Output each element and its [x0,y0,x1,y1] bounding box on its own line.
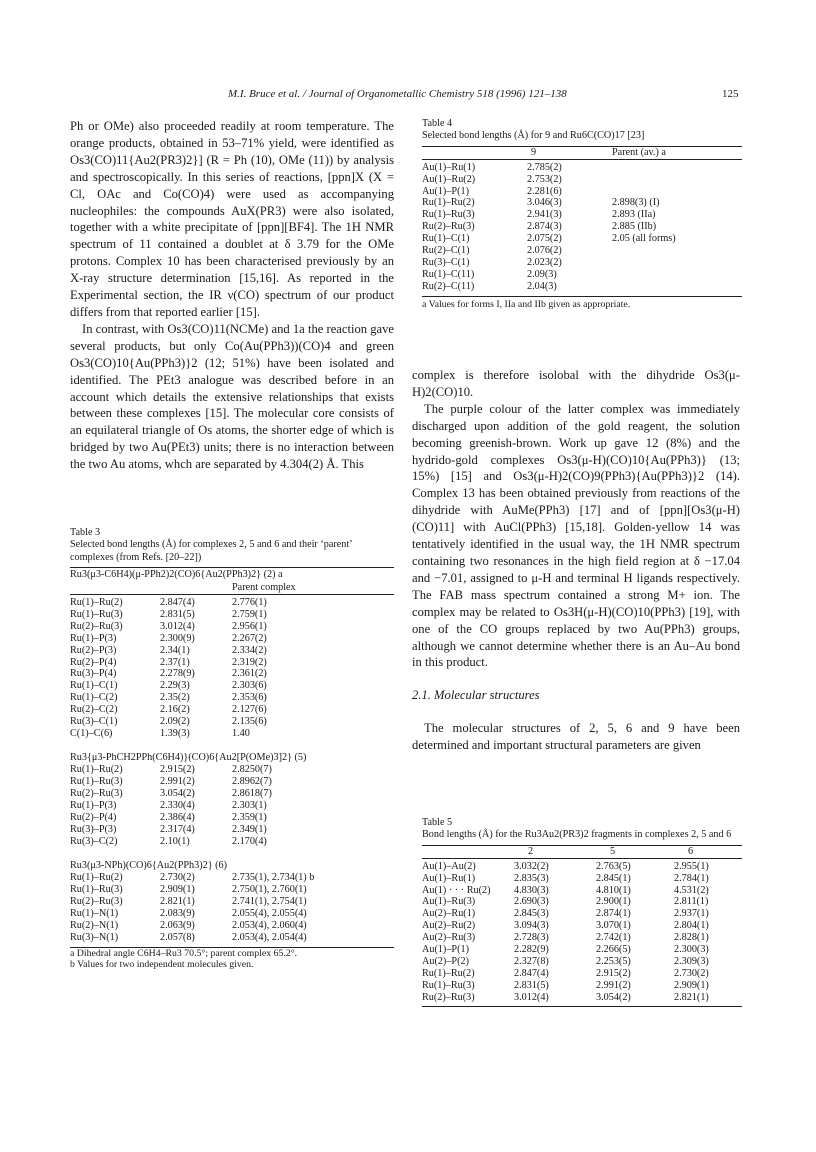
table-cell: Ru(1)–Ru(2) [70,764,123,776]
table-cell: Ru(2)–C(11) [422,280,475,292]
table-cell: 3.046(3) [527,197,562,209]
table-cell: Ru(1)–P(3) [70,632,117,644]
table-3 [70,527,394,971]
table-row [422,968,742,980]
table-cell: 2.09(3) [527,268,557,280]
table-cell: Ru(2)–Ru(3) [70,788,123,800]
table-cell: Ru(1)–Ru(3) [422,209,475,221]
table-cell: 2.874(1) [596,908,631,920]
table-3-footnote-b: b Values for two independent molecules given. [70,959,254,971]
table-cell: Ru(2)–P(3) [70,644,117,656]
table-4 [422,118,742,310]
table-row [70,692,394,704]
table-cell: Ru(1)–Ru(3) [70,883,123,895]
table-cell: 2.821(1) [160,895,195,907]
table-cell: 2.847(4) [514,967,549,979]
table-cell: 2.127(6) [232,704,267,716]
table-cell: Au(1)–Ru(3) [422,896,476,908]
table-cell: 2.37(1) [160,656,190,668]
table-cell: 3.012(4) [514,991,549,1003]
table-cell: 2.898(3) (I) [612,197,660,209]
table-row [422,257,742,269]
table-3-footnote-a: a Dihedral angle C6H4–Ru3 70.5°; parent complex 65.2°. [70,947,298,959]
table-cell: 2.282(9) [514,944,549,956]
table-cell: 2.845(1) [596,872,631,884]
table-cell: 2.09(2) [160,716,190,728]
table-row [70,812,394,824]
table-cell: 2.053(4), 2.060(4) [232,919,307,931]
table-row [422,944,742,956]
table-cell: 2.053(4), 2.054(4) [232,931,307,943]
table-row [70,704,394,716]
table-cell: 3.070(1) [596,920,631,932]
table-cell: 2.057(8) [160,931,195,943]
table-cell: 2.023(2) [527,256,562,268]
table-cell: 4.531(2) [674,884,709,896]
table-cell: 1.39(3) [160,728,190,739]
table-row [70,884,394,896]
table-row [422,908,742,920]
table-cell: 2.10(1) [160,835,190,847]
left-paragraph-2: In contrast, with Os3(CO)11(NCMe) and 1a the reaction gave several products, but only Co(Au(PPh3))(CO)4 and green Os3(CO)10{Au(PPh3)}2 (12; 51%) have been isolated and identified. The PEt3 analogue was described before in an account which details the extensive relationships that exists between these complexes [15]. The molecular core consists of an equilateral triangle of Os atoms, the shorter edge of which is bridged by two Au(PEt3) units; there is no interaction between the two Au atoms, whch are separated by 4.304(2) Å. This [70,321,394,472]
table-cell: Ru(2)–P(4) [70,656,117,668]
table-row [70,609,394,621]
table-3-block-2 [70,597,394,740]
table-cell: 2.845(3) [514,908,549,920]
table-cell: 2.281(6) [527,185,562,197]
table-cell: 2.8962(7) [232,776,272,788]
table-row [422,233,742,245]
table-cell: 2.742(1) [596,932,631,944]
table-row [70,668,394,680]
table-cell: 2.317(4) [160,823,195,835]
table-row [70,657,394,669]
table-cell: 3.094(3) [514,920,549,932]
table-5-head [422,846,742,858]
table-cell: 2.267(2) [232,632,267,644]
table-row [70,680,394,692]
table-cell: Ru(2)–Ru(3) [422,991,475,1003]
table-row [422,861,742,873]
table-cell: 2.915(2) [160,764,195,776]
table-cell: Ru(2)–N(1) [70,919,119,931]
table-3-head-parent: Parent complex [232,581,296,593]
table-row [422,209,742,221]
table-5-col-2: 2 [528,845,534,857]
table-5 [422,817,742,1007]
table-cell: Au(1)–Ru(1) [422,161,476,173]
table-cell: 2.874(3) [527,221,562,233]
table-cell: 2.16(2) [160,704,190,716]
table-row [422,245,742,257]
table-5-label: Table 5 [422,817,453,828]
table-cell: Ru(1)–C(2) [70,692,118,704]
table-cell: Ru(1)–Ru(2) [70,872,123,884]
table-cell: Ru(3)–C(1) [422,256,470,268]
table-cell: 2.900(1) [596,896,631,908]
table-cell: 2.885 (IIb) [612,221,657,233]
table-4-col-parent: Parent (av.) a [612,146,666,158]
table-cell: 2.893 (IIa) [612,209,656,221]
table-cell: Au(1)–Ru(1) [422,872,476,884]
table-cell: Au(1) · · · Ru(2) [422,884,491,896]
table-row [70,716,394,728]
table-row [422,873,742,885]
table-cell: 2.35(2) [160,692,190,704]
table-cell: 2.330(4) [160,800,195,812]
section-heading: 2.1. Molecular structures [412,688,540,703]
table-cell: Au(2)–Ru(1) [422,908,476,920]
table-cell: 2.319(2) [232,656,267,668]
table-cell: 2.821(1) [674,991,709,1003]
table-cell: 2.361(2) [232,668,267,680]
table-cell: Ru(2)–P(4) [70,811,117,823]
table-row [70,836,394,848]
table-cell: Ru(2)–C(1) [422,245,470,257]
table-cell: 2.784(1) [674,872,709,884]
table-cell: 2.811(1) [674,896,709,908]
table-5-body [422,861,742,1004]
table-cell: 3.054(2) [160,788,195,800]
table-cell: Ru(2)–Ru(3) [422,221,475,233]
table-row [422,992,742,1004]
table-row [70,764,394,776]
table-row [422,281,742,293]
table-cell: Ru(3)–N(1) [70,931,119,943]
table-cell: Ru(1)–C(11) [422,268,475,280]
table-cell: Ru(2)–Ru(3) [70,895,123,907]
table-row [422,885,742,897]
table-row [70,788,394,800]
table-cell [612,245,742,257]
table-cell: Au(1)–P(1) [422,185,469,197]
table-cell: 2.386(4) [160,811,195,823]
table-row [70,728,394,740]
table-row [422,221,742,233]
right-paragraph-2: The purple colour of the latter complex was immediately discharged upon addition of the gold reagent, the solution becoming greenish-brown. Work up gave 12 (8%) and the hydrido-gold complexes Os3(μ-H)(CO)10{Au(PPh3)} (13; 15%) [15] and Os3(μ-H)2(CO)9(PPh3){Au(PPh3)}2 (14). Complex 13 has been obtained previously from reactions of the dihydride with AuMe(PPh3) [17] and of [ppn][Os3(μ-H)(CO)11] with AuCl(PPh3) [15,18]. Golden-yellow 14 was tentatively identified in the usual way, the 1H NMR spectrum containing two resonances in the high field region at δ −17.04 and −7.01, assigned to μ-H and terminal H ligands respectively. The FAB mass spectrum contained a strong M+ ion. The complex may be related to Os3H(μ-H)(CO)10(PPh3) [19], with one of the CO groups replaced by two Au(PPh3) groups, although we cannot determine whether there is an Au–Au bond in this product. [412,401,740,670]
table-cell: Ru(3)–P(3) [70,823,117,835]
table-4-col-9: 9 [531,146,537,158]
table-cell: 2.170(4) [232,835,267,847]
table-3-block-5 [70,764,394,847]
table-row [70,645,394,657]
table-cell: 2.359(1) [232,811,267,823]
table-cell: Ru(1)–C(1) [70,680,118,692]
table-cell [612,269,742,281]
table-cell: 2.941(3) [527,209,562,221]
table-cell: 2.847(4) [160,597,195,609]
table-row [70,872,394,884]
table-cell: 1.40 [232,728,250,739]
table-cell: 2.991(2) [160,776,195,788]
table-cell: 2.05 (all forms) [612,233,676,245]
table-row [70,920,394,932]
table-cell: Ru(1)–Ru(2) [422,197,475,209]
table-cell: 2.804(1) [674,920,709,932]
table-row [422,269,742,281]
table-row [70,896,394,908]
table-cell: Ru(3)–C(2) [70,835,118,847]
table-cell: 2.776(1) [232,597,267,609]
table-cell: 2.750(1), 2.760(1) [232,883,307,895]
left-column [70,118,394,473]
table-cell: 2.728(3) [514,932,549,944]
table-cell: 4.830(3) [514,884,549,896]
table-cell: 2.831(5) [160,608,195,620]
table-cell: 2.909(1) [674,979,709,991]
table-cell: 2.309(3) [674,955,709,967]
table-cell: Ru(1)–Ru(2) [422,967,475,979]
table-4-footnote: a Values for forms I, IIa and IIb given as appropriate. [422,298,631,310]
table-row [70,800,394,812]
table-cell: Ru(2)–Ru(3) [70,620,123,632]
table-cell: 2.759(1) [232,608,267,620]
running-title: M.I. Bruce et al. / Journal of Organometallic Chemistry 518 (1996) 121–138 [228,88,567,100]
table-cell: 2.135(6) [232,716,267,728]
table-row [422,920,742,932]
table-cell: Au(1)–Au(2) [422,860,476,872]
table-cell: 2.763(5) [596,860,631,872]
table-cell: Au(2)–Ru(2) [422,920,476,932]
table-row [70,908,394,920]
table-cell: 2.915(2) [596,967,631,979]
right-paragraph-1: complex is therefore isolobal with the dihydride Os3(μ-H)2(CO)10. [412,368,740,399]
table-cell [612,257,742,269]
table-3-head-6: Ru3(μ3-NPh)(CO)6{Au2(PPh3)2} (6) [70,859,228,871]
table-row [70,932,394,944]
table-cell: 2.303(1) [232,800,267,812]
table-cell: 2.349(1) [232,823,267,835]
table-cell: 2.835(3) [514,872,549,884]
table-4-head [422,147,742,159]
table-5-col-6: 6 [688,845,694,857]
table-row [422,174,742,186]
table-cell: 3.012(4) [160,620,195,632]
table-cell [612,162,742,174]
table-cell: 2.828(1) [674,932,709,944]
right-paragraph-3: The molecular structures of 2, 5, 6 and 9 have been determined and important structural parameters are given [412,721,740,753]
table-row [422,896,742,908]
table-cell: 2.300(3) [674,944,709,956]
table-cell [612,174,742,186]
table-cell: 2.937(1) [674,908,709,920]
table-cell: 2.076(2) [527,245,562,257]
table-cell: C(1)–C(6) [70,728,113,739]
table-cell: 2.753(2) [527,173,562,185]
page-number: 125 [722,88,739,100]
table-row [422,162,742,174]
table-cell: 2.956(1) [232,620,267,632]
table-cell: 2.303(6) [232,680,267,692]
table-cell: 2.690(3) [514,896,549,908]
left-paragraph-1: Ph or OMe) also proceeded readily at room temperature. The orange products, obtained in 53–71% yield, were identified as Os3(CO)11{Au2(PR3)2}] (R = Ph (10), OMe (11)) by analysis and spectroscopically. In this series of reactions, [ppn]X (X = Cl, OAc and Co(CO)4) were used as accompanying nucleophiles: the compounds AuX(PR3) were also isolated, together with a white precipitate of [ppn][BF4]. The 1H NMR spectrum of 11 contained a doublet at δ 3.79 for the OMe protons. Complex 10 has been characterised previously by an X-ray structure determination [15,16]. As reported in the Experimental section, the IR ν(CO) spectrum of our product differs from that reported earlier [15]. [70,119,394,319]
table-cell: 2.735(1), 2.734(1) b [232,872,315,884]
table-5-caption: Bond lengths (Å) for the Ru3Au2(PR3)2 fragments in complexes 2, 5 and 6 [422,829,732,841]
table-cell: Ru(1)–N(1) [70,907,119,919]
table-cell: 2.055(4), 2.055(4) [232,907,307,919]
table-cell: 2.266(5) [596,944,631,956]
table-cell: Ru(1)–P(3) [70,800,117,812]
table-cell: 3.032(2) [514,860,549,872]
table-cell: Ru(1)–Ru(3) [70,608,123,620]
table-cell: 2.785(2) [527,161,562,173]
table-cell: 2.8250(7) [232,764,272,776]
table-row [70,621,394,633]
table-cell: Ru(1)–Ru(3) [422,979,475,991]
table-4-body [422,162,742,293]
table-cell: 2.991(2) [596,979,631,991]
table-3-head-compound: Ru3(μ3-C6H4)(μ-PPh2)2(CO)6{Au2(PPh3)2} (2) a [70,569,283,581]
table-cell: Ru(1)–C(1) [422,233,470,245]
table-row [422,956,742,968]
table-cell: Ru(1)–Ru(2) [70,597,123,609]
table-row [422,980,742,992]
table-4-caption: Selected bond lengths (Å) for 9 and Ru6C(CO)17 [23] [422,130,645,142]
table-cell: 2.730(2) [674,967,709,979]
table-cell: 2.831(5) [514,979,549,991]
table-row [70,776,394,788]
table-3-caption: Selected bond lengths (Å) for complexes 2, 5 and 6 and their ‘parent’ complexes (from Refs. [20–22]) [70,539,352,563]
table-3-label: Table 3 [70,527,101,538]
table-5-col-5: 5 [610,845,616,857]
table-cell: 2.8618(7) [232,788,272,800]
table-row [422,932,742,944]
table-cell: 2.075(2) [527,233,562,245]
table-cell: Au(1)–Ru(2) [422,173,476,185]
table-cell: 4.810(1) [596,884,631,896]
table-row [70,597,394,609]
table-cell: 2.083(9) [160,907,195,919]
table-cell: Au(2)–P(2) [422,955,469,967]
table-3-block-6 [70,872,394,943]
table-cell: 2.278(9) [160,668,195,680]
table-3-head-5: Ru3{μ3-PhCH2PPh(C6H4)}(CO)6{Au2[P(OMe)3]2} (5) [70,751,307,763]
table-cell: Ru(1)–Ru(3) [70,776,123,788]
table-cell: 3.054(2) [596,991,631,1003]
table-cell [612,186,742,198]
table-row [422,197,742,209]
table-cell: 2.955(1) [674,860,709,872]
table-cell: Ru(3)–C(1) [70,716,118,728]
table-cell: 2.909(1) [160,883,195,895]
table-cell: 2.253(5) [596,955,631,967]
table-cell: 2.04(3) [527,280,557,292]
right-column [412,367,740,754]
table-cell: 2.334(2) [232,644,267,656]
table-cell: Au(1)–P(1) [422,944,469,956]
table-cell: Ru(2)–C(2) [70,704,118,716]
table-4-label: Table 4 [422,118,453,129]
table-cell: 2.327(8) [514,955,549,967]
table-cell: 2.29(3) [160,680,190,692]
table-cell: Ru(3)–P(4) [70,668,117,680]
table-cell: 2.353(6) [232,692,267,704]
table-cell: Au(2)–Ru(3) [422,932,476,944]
table-cell: 2.730(2) [160,872,195,884]
table-cell: 2.741(1), 2.754(1) [232,895,307,907]
table-row [70,824,394,836]
table-row [422,186,742,198]
table-cell: 2.063(9) [160,919,195,931]
table-cell: 2.34(1) [160,644,190,656]
table-cell [612,281,742,293]
table-cell: 2.300(9) [160,632,195,644]
table-row [70,633,394,645]
